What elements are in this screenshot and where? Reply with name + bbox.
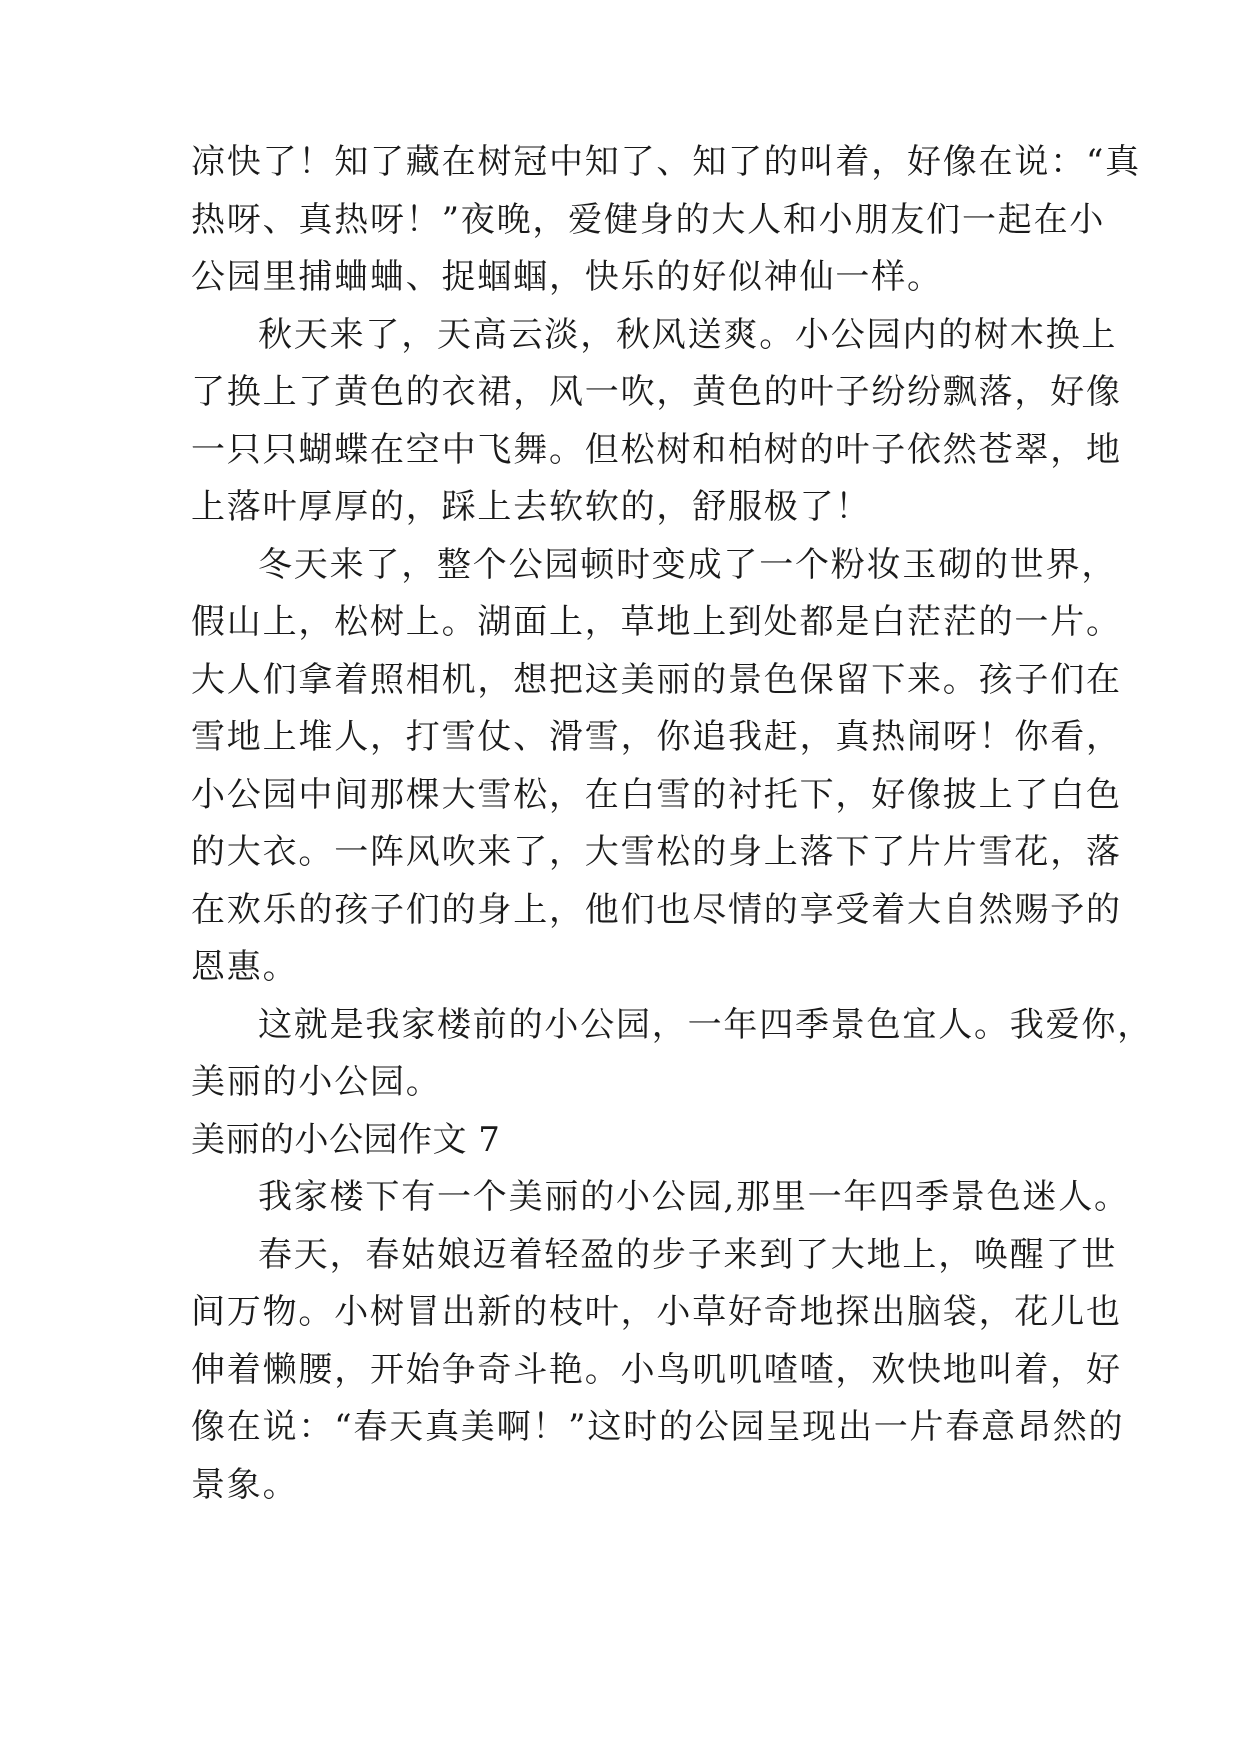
text-line: 凉快了！知了藏在树冠中知了、知了的叫着，好像在说：“真 [191, 142, 1141, 182]
text-line: 的大衣。一阵风吹来了，大雪松的身上落下了片片雪花，落 [191, 832, 1122, 872]
text-line: 假山上，松树上。湖面上，草地上到处都是白茫茫的一片。 [191, 602, 1122, 642]
text-line: 恩惠。 [191, 947, 299, 987]
text-line: 大人们拿着照相机，想把这美丽的景色保留下来。孩子们在 [191, 660, 1122, 700]
text-line: 在欢乐的孩子们的身上，他们也尽情的享受着大自然赐予的 [191, 890, 1122, 930]
paragraph-first-line: 冬天来了，整个公园顿时变成了一个粉妆玉砌的世界， [258, 545, 1118, 585]
text-line: 了换上了黄色的衣裙，风一吹，黄色的叶子纷纷飘落，好像 [191, 372, 1122, 412]
text-line: 一只只蝴蝶在空中飞舞。但松树和柏树的叶子依然苍翠，地 [191, 430, 1122, 470]
paragraph-first-line: 这就是我家楼前的小公园，一年四季景色宜人。我爱你， [258, 1005, 1153, 1045]
text-line: 小公园中间那棵大雪松，在白雪的衬托下，好像披上了白色 [191, 775, 1122, 815]
text-line: 雪地上堆人，打雪仗、滑雪，你追我赶，真热闹呀！你看， [191, 717, 1122, 757]
paragraph-first-line: 秋天来了，天高云淡，秋风送爽。小公园内的树木换上 [258, 315, 1118, 355]
text-line: 伸着懒腰，开始争奇斗艳。小鸟叽叽喳喳，欢快地叫着，好 [191, 1350, 1122, 1390]
text-line: 景象。 [191, 1465, 299, 1505]
text-line: 公园里捕蛐蛐、捉蝈蝈，快乐的好似神仙一样。 [191, 257, 943, 297]
text-line: 上落叶厚厚的，踩上去软软的，舒服极了！ [191, 487, 872, 527]
text-line: 美丽的小公园。 [191, 1062, 442, 1102]
text-line: 像在说：“春天真美啊！”这时的公园呈现出一片春意昂然的 [191, 1407, 1125, 1447]
paragraph-first-line: 春天，春姑娘迈着轻盈的步子来到了大地上，唤醒了世 [258, 1235, 1118, 1275]
paragraph-first-line: 我家楼下有一个美丽的小公园,那里一年四季景色迷人。 [258, 1177, 1130, 1217]
text-line: 间万物。小树冒出新的枝叶，小草好奇地探出脑袋，花儿也 [191, 1292, 1122, 1332]
section-heading: 美丽的小公园作文 7 [191, 1120, 501, 1160]
text-line: 热呀、真热呀！”夜晚，爱健身的大人和小朋友们一起在小 [191, 200, 1106, 240]
